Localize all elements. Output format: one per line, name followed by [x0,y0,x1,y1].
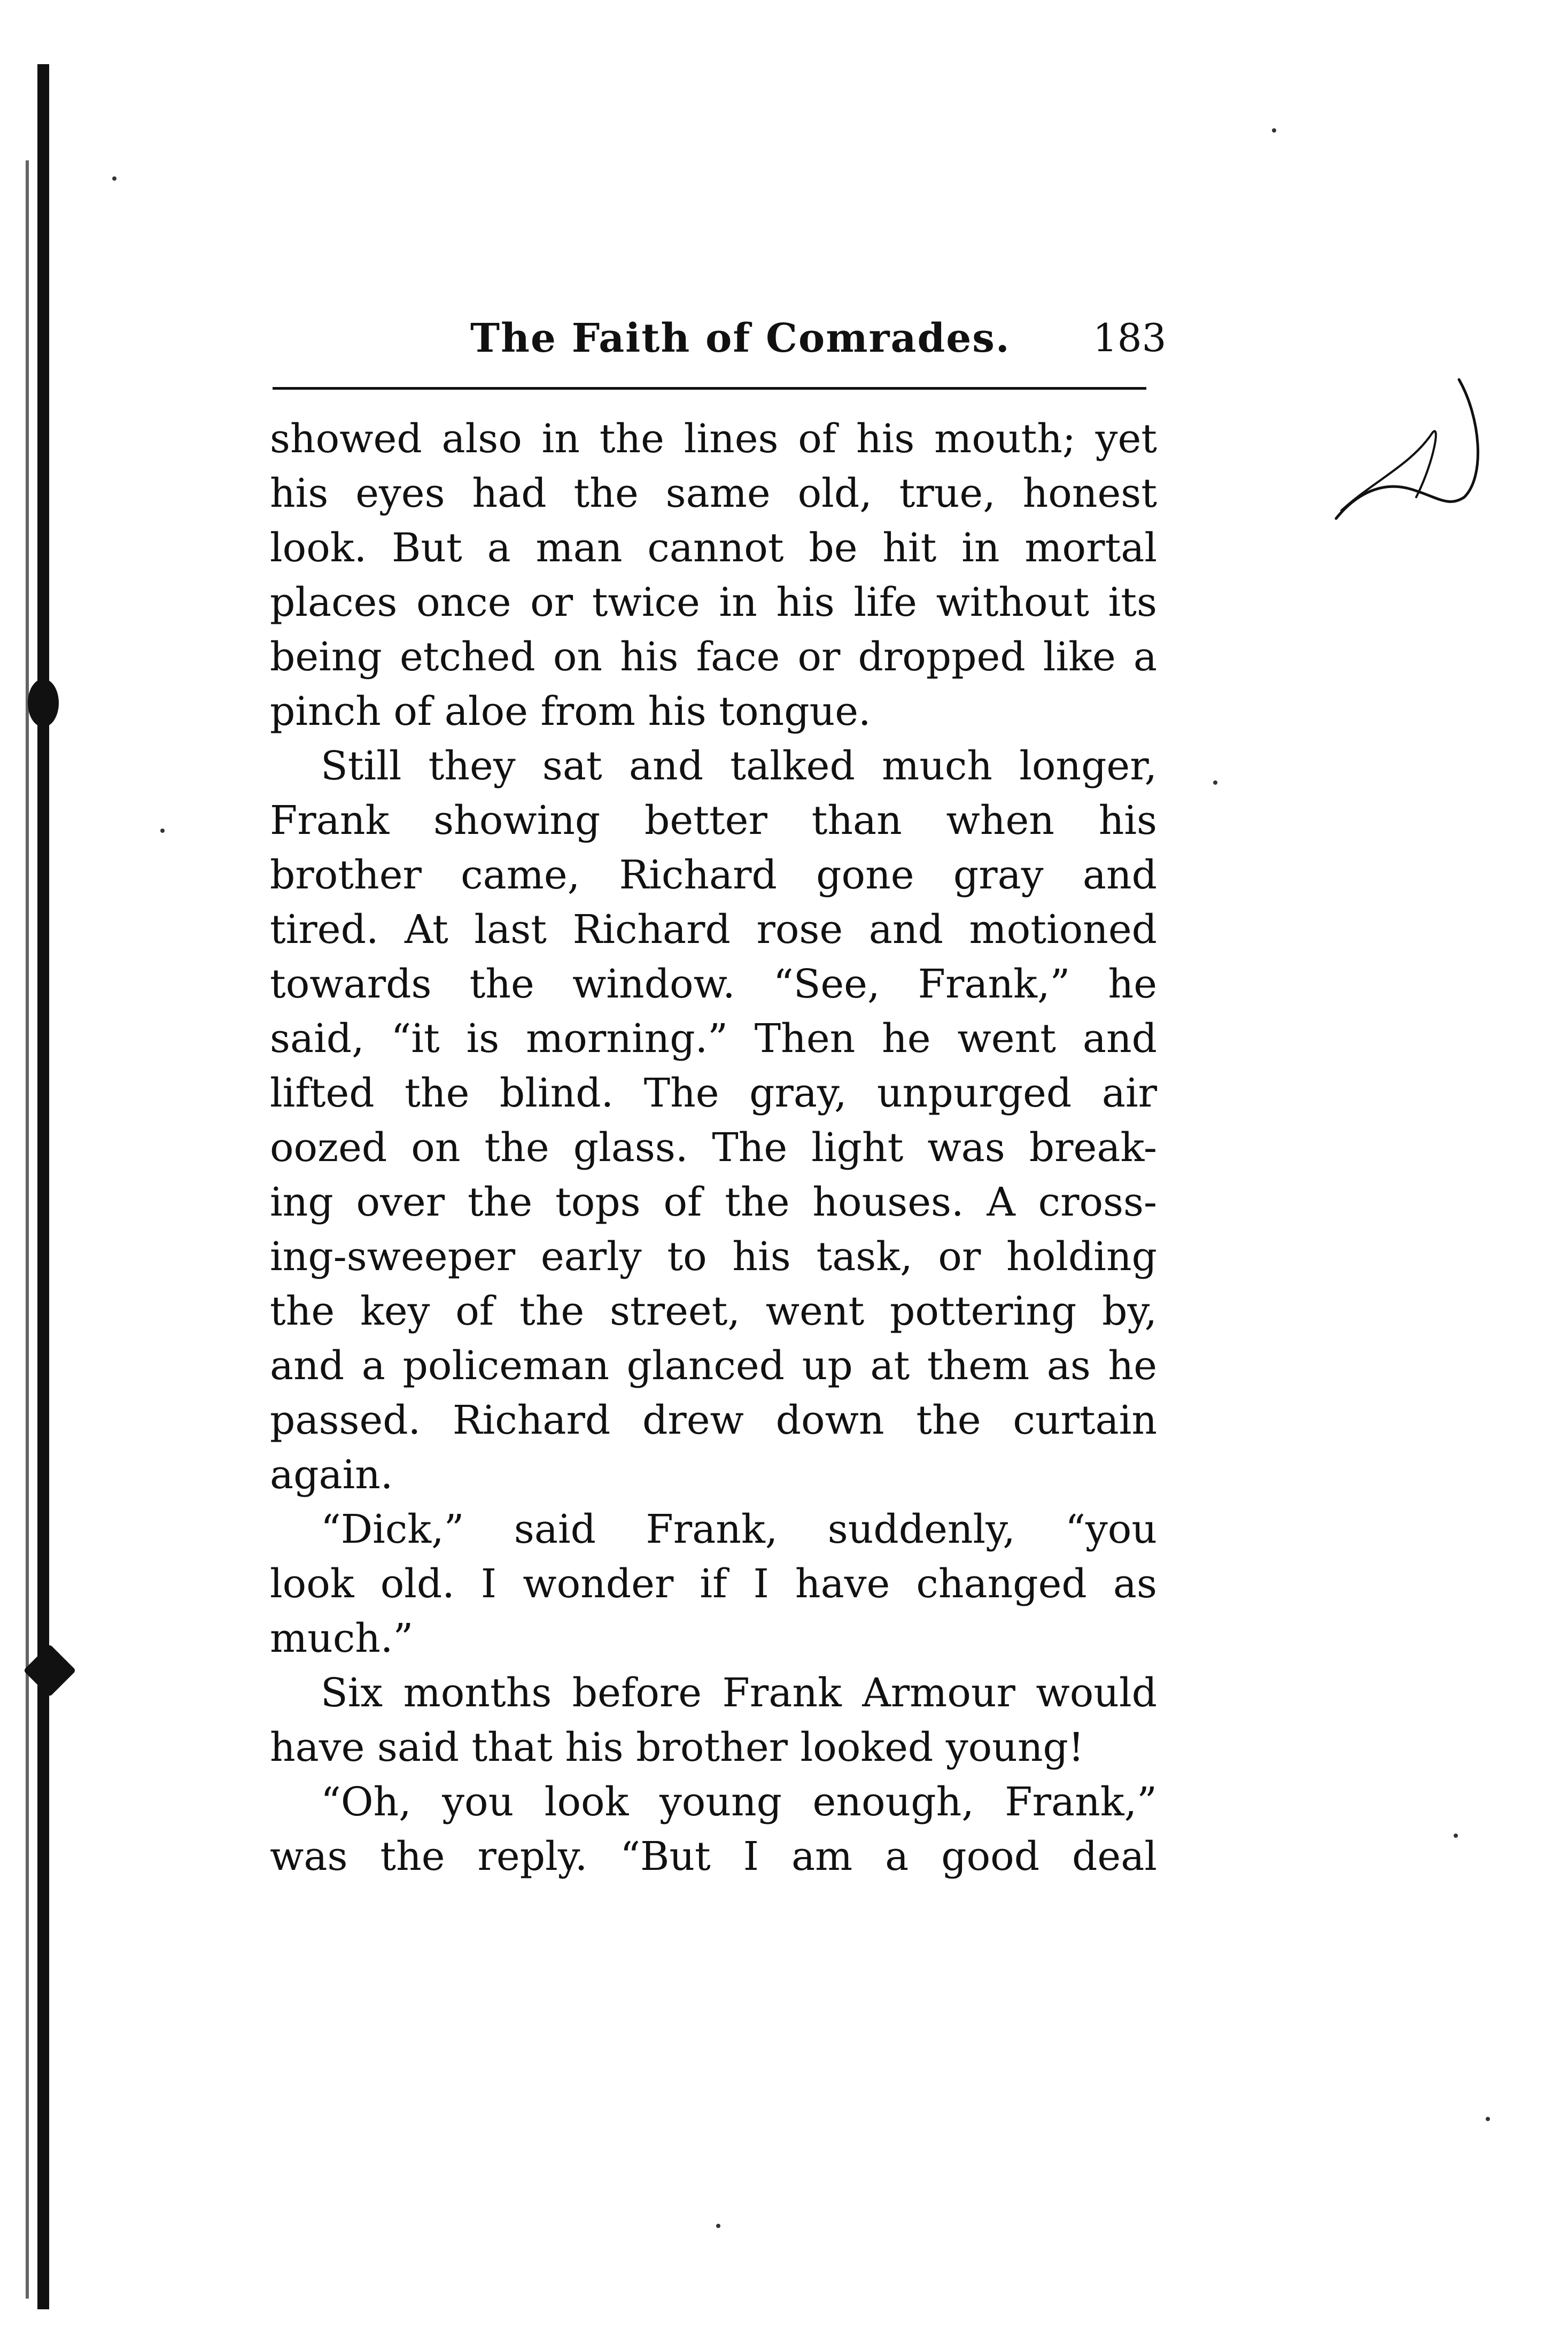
text-line: said, “it is morning.” Then he went and [270,1016,1157,1062]
paper-speck [112,176,117,181]
text-line: tired. At last Richard rose and motioned [270,907,1157,953]
text-line: look old. I wonder if I have changed as [270,1561,1157,1607]
binding-edge-shadow [26,160,29,2299]
text-line: and a policeman glanced up at them as he [270,1343,1157,1389]
text-line: much.” [270,1615,414,1661]
text-line: his eyes had the same old, true, honest [270,470,1157,516]
page-number: 183 [1093,315,1167,360]
text-line: passed. Richard drew down the curtain [270,1397,1157,1443]
text-line: being etched on his face or dropped like a [270,634,1157,680]
text-line: pinch of aloe from his tongue. [270,689,871,734]
text-line: brother came, Richard gone gray and [270,852,1157,898]
text-line: towards the window. “See, Frank,” he [270,961,1157,1007]
text-line: ing over the tops of the houses. A cross- [270,1179,1157,1225]
paper-speck [1486,2117,1490,2121]
text-line: Frank showing better than when his [270,798,1157,844]
text-line: was the reply. “But I am a good deal [270,1834,1157,1880]
binding-blot [28,679,59,727]
text-line: ing-sweeper early to his task, or holding [270,1234,1157,1280]
running-title: The Faith of Comrades. [470,315,1011,361]
text-line: showed also in the lines of his mouth; yet [270,416,1157,462]
text-line: have said that his brother looked young! [270,1724,1084,1770]
text-line: Still they sat and talked much longer, [321,743,1157,789]
text-line: places once or twice in his life without its [270,579,1157,625]
header-rule [273,387,1146,390]
pencil-annotation-mark [1325,374,1496,524]
paper-speck [1272,128,1276,133]
text-line: again. [270,1452,393,1498]
paper-speck [1213,780,1217,785]
binding-edge [37,64,49,2309]
text-line: look. But a man cannot be hit in mortal [270,525,1157,571]
body-text [270,412,1157,1884]
paper-speck [1454,1834,1458,1838]
binding-blot [24,1644,76,1697]
text-line: “Dick,” said Frank, suddenly, “you [321,1506,1157,1552]
text-line: Six months before Frank Armour would [321,1670,1157,1716]
text-line: the key of the street, went pottering by, [270,1288,1157,1334]
paper-speck [716,2224,720,2228]
text-line: oozed on the glass. The light was break- [270,1125,1157,1171]
text-line: lifted the blind. The gray, unpurged air [270,1070,1157,1116]
text-line: “Oh, you look young enough, Frank,” [321,1779,1157,1825]
paper-speck [160,829,165,833]
